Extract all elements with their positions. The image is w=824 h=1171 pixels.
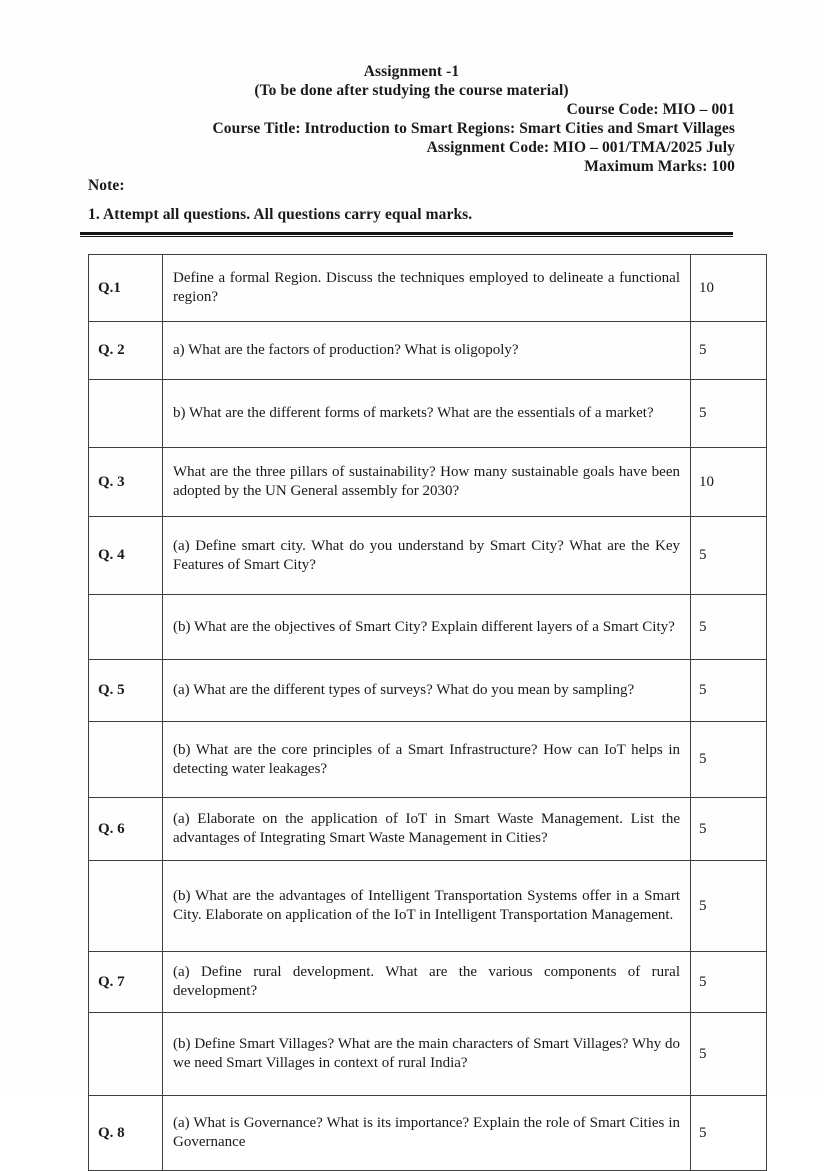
table-row bbox=[89, 952, 767, 1013]
assignment-code-line: Assignment Code: MIO – 001/TMA/2025 July bbox=[426, 139, 735, 156]
question-marks: 5 bbox=[691, 722, 767, 798]
question-number: Q. 8 bbox=[89, 1096, 163, 1171]
question-number: Q. 6 bbox=[89, 798, 163, 861]
question-number: Q. 2 bbox=[89, 322, 163, 380]
question-marks: 5 bbox=[691, 1013, 767, 1096]
question-text: a) What are the factors of production? What is oligopoly? bbox=[163, 322, 691, 380]
note-instruction: 1. Attempt all questions. All questions carry equal marks. bbox=[88, 206, 473, 223]
table-row bbox=[89, 861, 767, 952]
question-number bbox=[89, 595, 163, 660]
question-number: Q. 5 bbox=[89, 660, 163, 722]
question-text: Define a formal Region. Discuss the techniques employed to delineate a functional region? bbox=[163, 255, 691, 322]
table-row bbox=[89, 1013, 767, 1096]
table-row bbox=[89, 798, 767, 861]
question-marks: 5 bbox=[691, 595, 767, 660]
table-row bbox=[89, 595, 767, 660]
question-text: (a) Define smart city. What do you understand by Smart City? What are the Key Features of Smart City? bbox=[163, 517, 691, 595]
question-marks: 5 bbox=[691, 1096, 767, 1171]
table-row bbox=[89, 517, 767, 595]
table-row bbox=[89, 660, 767, 722]
question-marks: 10 bbox=[691, 255, 767, 322]
question-text: (b) What are the core principles of a Smart Infrastructure? How can IoT helps in detecting water leakages? bbox=[163, 722, 691, 798]
question-number bbox=[89, 380, 163, 448]
question-marks: 5 bbox=[691, 517, 767, 595]
question-text: (b) Define Smart Villages? What are the main characters of Smart Villages? Why do we need Smart Villages in context of rural India? bbox=[163, 1013, 691, 1096]
question-text: b) What are the different forms of markets? What are the essentials of a market? bbox=[163, 380, 691, 448]
question-marks: 5 bbox=[691, 380, 767, 448]
question-marks: 5 bbox=[691, 322, 767, 380]
question-text: (a) Define rural development. What are the various components of rural development? bbox=[163, 952, 691, 1013]
maximum-marks-line: Maximum Marks: 100 bbox=[584, 158, 735, 175]
table-row bbox=[89, 1096, 767, 1171]
question-marks: 5 bbox=[691, 952, 767, 1013]
question-number: Q. 7 bbox=[89, 952, 163, 1013]
table-row bbox=[89, 380, 767, 448]
question-text: (a) What are the different types of surveys? What do you mean by sampling? bbox=[163, 660, 691, 722]
question-number bbox=[89, 722, 163, 798]
question-number: Q. 4 bbox=[89, 517, 163, 595]
question-number: Q.1 bbox=[89, 255, 163, 322]
table-row bbox=[89, 722, 767, 798]
question-marks: 5 bbox=[691, 861, 767, 952]
table-row bbox=[89, 322, 767, 380]
questions-table bbox=[88, 254, 767, 1171]
question-text: (a) What is Governance? What is its importance? Explain the role of Smart Cities in Governance bbox=[163, 1096, 691, 1171]
question-marks: 10 bbox=[691, 448, 767, 517]
course-code-line: Course Code: MIO – 001 bbox=[566, 101, 735, 118]
question-text: (b) What are the objectives of Smart City? Explain different layers of a Smart City? bbox=[163, 595, 691, 660]
question-marks: 5 bbox=[691, 660, 767, 722]
divider-rule bbox=[80, 232, 733, 237]
question-text: (b) What are the advantages of Intelligent Transportation Systems offer in a Smart City. Elaborate on application of the IoT in Intelligent Transportation Management. bbox=[163, 861, 691, 952]
course-title-line: Course Title: Introduction to Smart Regions: Smart Cities and Smart Villages bbox=[212, 120, 735, 137]
question-marks: 5 bbox=[691, 798, 767, 861]
question-number bbox=[89, 1013, 163, 1096]
note-label: Note: bbox=[88, 177, 125, 194]
question-number: Q. 3 bbox=[89, 448, 163, 517]
page-title: Assignment -1 bbox=[363, 63, 460, 80]
table-row bbox=[89, 255, 767, 322]
question-text: What are the three pillars of sustainability? How many sustainable goals have been adopted by the UN General assembly for 2030? bbox=[163, 448, 691, 517]
question-text: (a) Elaborate on the application of IoT in Smart Waste Management. List the advantages of Integrating Smart Waste Management in Cities? bbox=[163, 798, 691, 861]
page-subtitle: (To be done after studying the course material) bbox=[254, 82, 569, 99]
question-number bbox=[89, 861, 163, 952]
table-row bbox=[89, 448, 767, 517]
